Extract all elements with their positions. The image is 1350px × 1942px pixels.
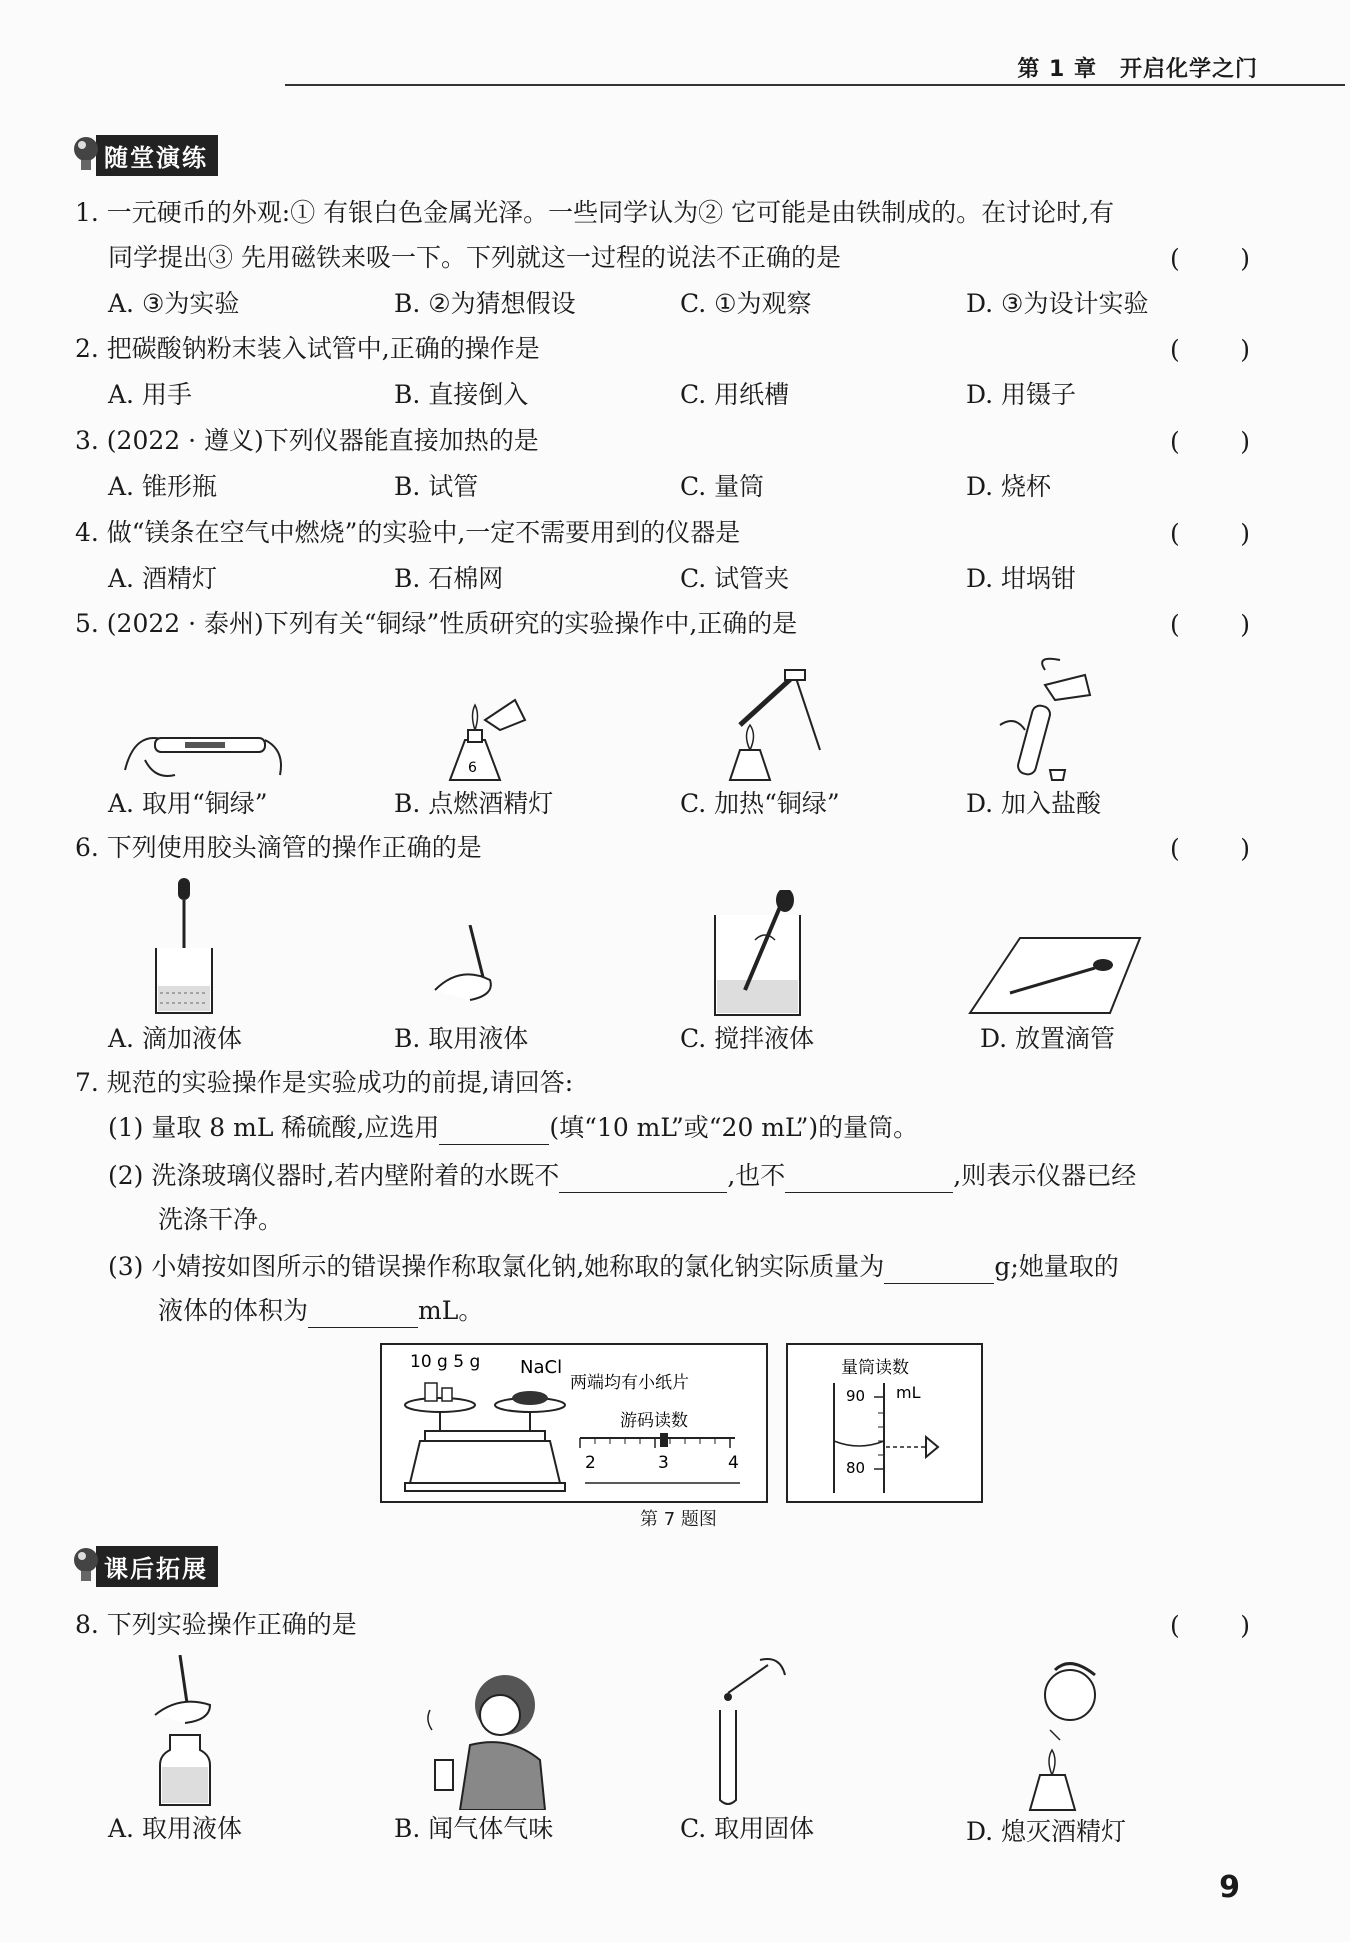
q2-option-a: A. 用手 [108, 380, 192, 409]
q6-option-d: D. 放置滴管 [980, 1024, 1116, 1053]
blank-q7-2a[interactable] [559, 1166, 727, 1193]
q5-c-illustration [710, 665, 830, 785]
q1-option-a: A. ③为实验 [108, 289, 240, 318]
q7-sub3-cont: 液体的体积为 mL。 [158, 1294, 483, 1328]
q5-option-a: A. 取用“铜绿” [108, 789, 268, 818]
q6-option-b: B. 取用液体 [394, 1024, 529, 1053]
q4-text: 4. 做“镁条在空气中燃烧”的实验中,一定不需要用到的仪器是 [75, 518, 741, 547]
tick-3: 3 [658, 1453, 669, 1473]
cyl-tick-90: 90 [846, 1387, 866, 1405]
q4-option-d: D. 坩埚钳 [966, 564, 1077, 593]
tick-2: 2 [585, 1453, 596, 1473]
q4-option-a: A. 酒精灯 [108, 564, 217, 593]
q5-option-c: C. 加热“铜绿” [680, 789, 840, 818]
q8-a-illustration [150, 1655, 230, 1810]
q5-a-illustration [115, 700, 290, 785]
q1-line1: 1. 一元硬币的外观:① 有银白色金属光泽。一些同学认为② 它可能是由铁制成的。在讨论时,有 [75, 198, 1115, 227]
q3-option-c: C. 量筒 [680, 472, 765, 501]
lightbulb-icon [72, 1545, 102, 1587]
q3-option-d: D. 烧杯 [966, 472, 1052, 501]
q3-text: 3. (2022 · 遵义)下列仪器能直接加热的是 [75, 426, 539, 455]
q5-option-d: D. 加入盐酸 [966, 789, 1102, 818]
q6-text: 6. 下列使用胶头滴管的操作正确的是 [75, 833, 482, 862]
q5-d-illustration [985, 655, 1105, 790]
q6-c-illustration [710, 890, 810, 1020]
paper-note: 两端均有小纸片 [570, 1373, 689, 1393]
q7-text: 7. 规范的实验操作是实验成功的前提,请回答: [75, 1068, 574, 1097]
cyl-unit: mL [896, 1383, 921, 1402]
q8-option-d: D. 熄灭酒精灯 [966, 1817, 1127, 1846]
q3-option-b: B. 试管 [394, 472, 479, 501]
q6-option-a: A. 滴加液体 [108, 1024, 242, 1053]
q6-option-c: C. 搅拌液体 [680, 1024, 815, 1053]
answer-paren-q6[interactable]: ( ) [1170, 834, 1250, 863]
rider-label: 游码读数 [620, 1411, 688, 1431]
q8-c-illustration [700, 1655, 790, 1810]
section-extension [72, 1545, 218, 1587]
nacl-label: NaCl [520, 1357, 563, 1378]
q1-line2: 同学提出③ 先用磁铁来吸一下。下列就这一过程的说法不正确的是 [108, 243, 841, 272]
answer-paren-q3[interactable]: ( ) [1170, 427, 1250, 456]
q2-text: 2. 把碳酸钠粉末装入试管中,正确的操作是 [75, 334, 540, 363]
answer-paren-q2[interactable]: ( ) [1170, 335, 1250, 364]
answer-paren-q5[interactable]: ( ) [1170, 610, 1250, 639]
section-practice [72, 134, 218, 176]
q7-sub2-cont: 洗涤干净。 [158, 1205, 284, 1234]
q1-option-c: C. ①为观察 [680, 289, 812, 318]
figure7-balance [380, 1343, 768, 1503]
lightbulb-icon [72, 134, 102, 176]
q5-b-illustration [430, 690, 530, 785]
q8-b-illustration [420, 1670, 550, 1810]
blank-q7-3a[interactable] [884, 1257, 994, 1284]
q7-sub2: (2) 洗涤玻璃仪器时,若内壁附着的水既不 ,也不 ,则表示仪器已经 [108, 1159, 1136, 1193]
q4-option-b: B. 石棉网 [394, 564, 504, 593]
q3-option-a: A. 锥形瓶 [108, 472, 217, 501]
blank-q7-3b[interactable] [308, 1301, 418, 1328]
cyl-tick-80: 80 [846, 1459, 866, 1477]
svg-text:6: 6 [468, 760, 477, 776]
answer-paren-q8[interactable]: ( ) [1170, 1611, 1250, 1640]
q5-option-b: B. 点燃酒精灯 [394, 789, 554, 818]
q2-option-d: D. 用镊子 [966, 380, 1077, 409]
q8-option-a: A. 取用液体 [108, 1814, 242, 1843]
header-rule [285, 84, 1345, 86]
chapter-header: 第 1 章 开启化学之门 [1017, 57, 1258, 82]
page-number: 9 [1219, 1870, 1240, 1905]
q6-b-illustration [430, 925, 510, 1005]
q7-sub1: (1) 量取 8 mL 稀硫酸,应选用 (填“10 mL”或“20 mL”)的量筒。 [108, 1111, 918, 1145]
q8-text: 8. 下列实验操作正确的是 [75, 1610, 357, 1639]
q2-option-c: C. 用纸槽 [680, 380, 790, 409]
blank-q7-1[interactable] [439, 1118, 549, 1145]
q5-text: 5. (2022 · 泰州)下列有关“铜绿”性质研究的实验操作中,正确的是 [75, 609, 798, 638]
q2-option-b: B. 直接倒入 [394, 380, 529, 409]
tick-4: 4 [728, 1453, 739, 1473]
figure7-cylinder [786, 1343, 983, 1503]
q4-option-c: C. 试管夹 [680, 564, 790, 593]
figure7-caption: 第 7 题图 [640, 1509, 717, 1530]
cyl-title: 量筒读数 [841, 1358, 909, 1378]
answer-paren-q1[interactable]: ( ) [1170, 244, 1250, 273]
section-title-extension: 课后拓展 [96, 1546, 218, 1587]
q6-d-illustration [965, 933, 1145, 1018]
section-title-practice: 随堂演练 [96, 135, 218, 176]
q8-option-b: B. 闻气体气味 [394, 1814, 554, 1843]
q7-sub3: (3) 小婧按如图所示的错误操作称取氯化钠,她称取的氯化钠实际质量为 g;她量取的 [108, 1250, 1119, 1284]
blank-q7-2b[interactable] [785, 1166, 953, 1193]
q8-d-illustration [1000, 1655, 1110, 1815]
q6-a-illustration [150, 878, 220, 1018]
q8-option-c: C. 取用固体 [680, 1814, 815, 1843]
q1-option-b: B. ②为猜想假设 [394, 289, 576, 318]
q1-option-d: D. ③为设计实验 [966, 289, 1149, 318]
answer-paren-q4[interactable]: ( ) [1170, 519, 1250, 548]
weights-label: 10 g 5 g [410, 1352, 481, 1372]
